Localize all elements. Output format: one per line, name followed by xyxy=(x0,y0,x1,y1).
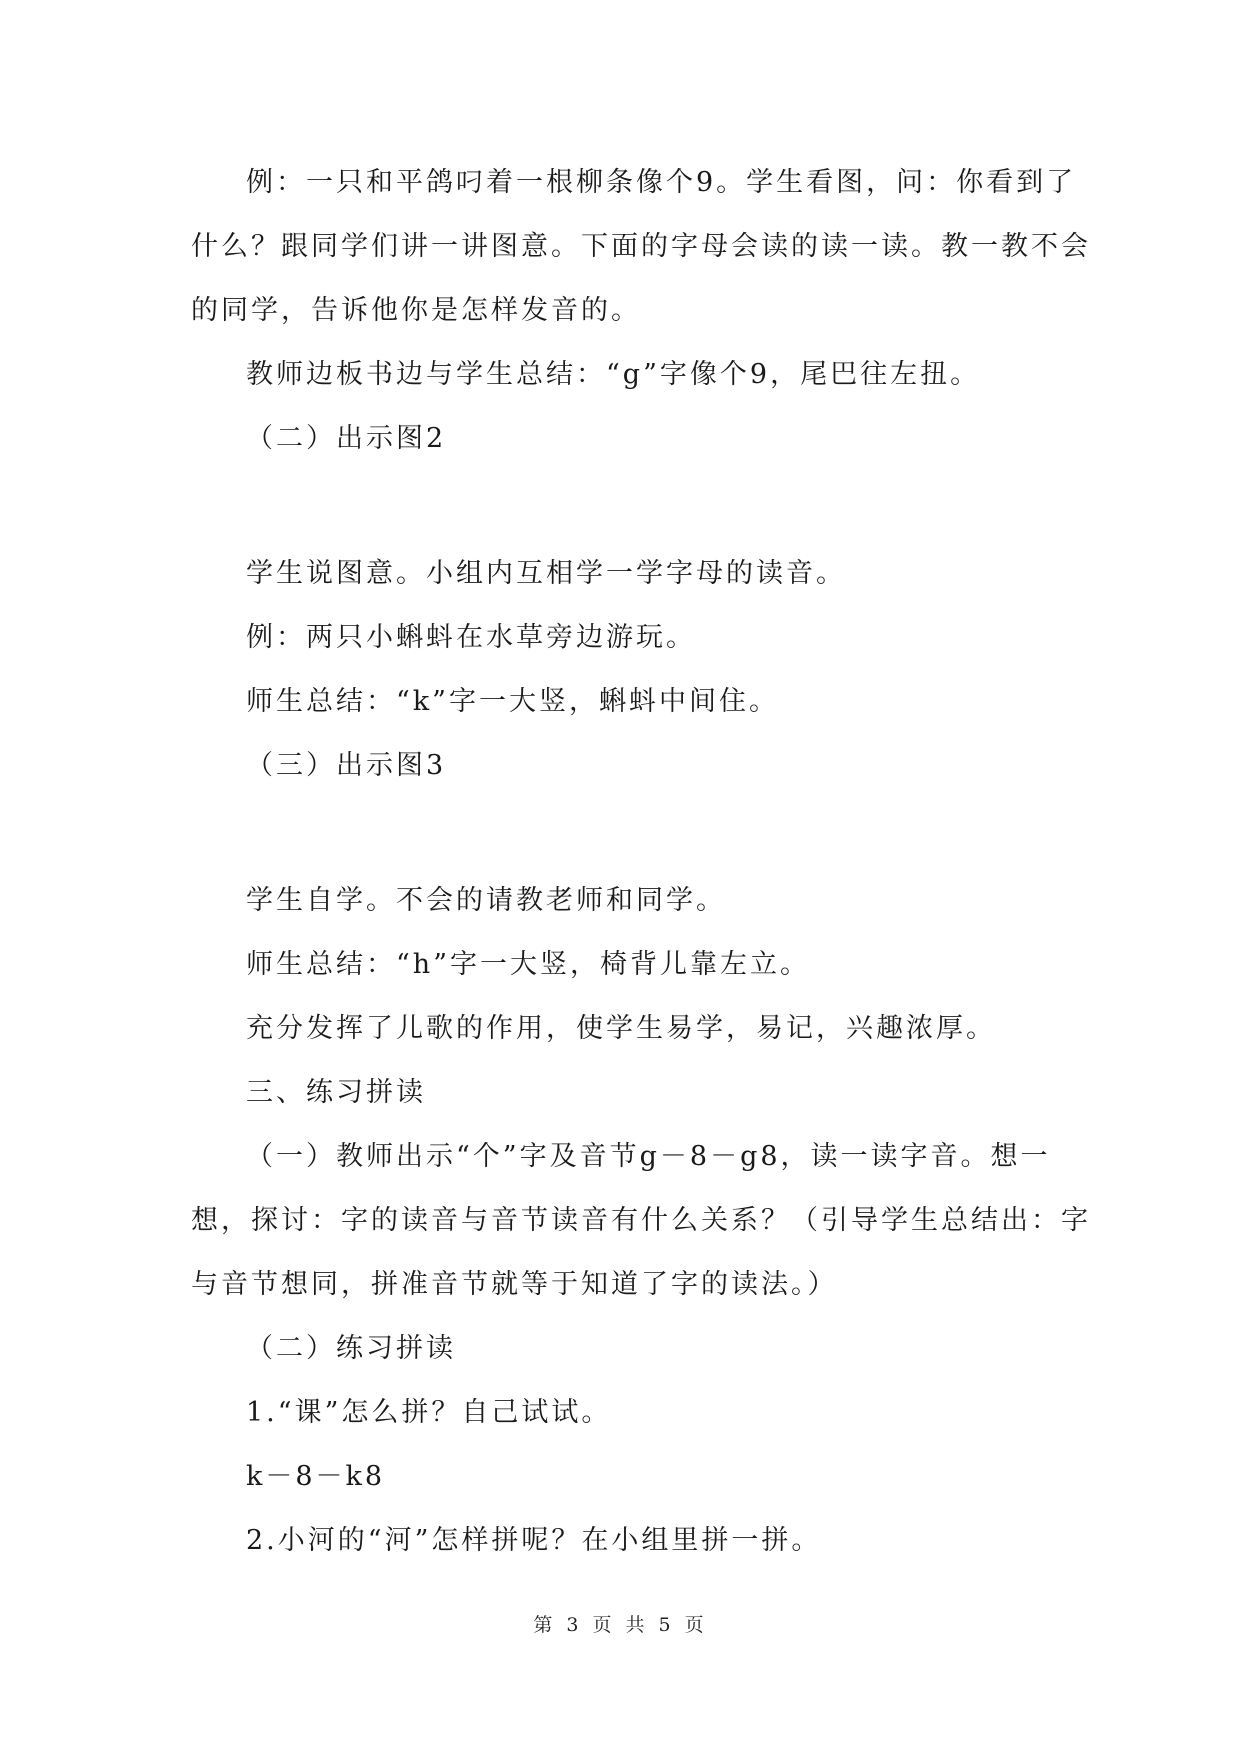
page-number-footer: 第 3 页 共 5 页 xyxy=(533,1614,708,1636)
paragraph-line: 例：两只小蝌蚪在水草旁边游玩。 xyxy=(246,622,696,653)
paragraph-line: 例：一只和平鸽叼着一根柳条像个9。学生看图，问：你看到了 xyxy=(246,167,1077,198)
section-heading: （三）出示图3 xyxy=(246,750,447,781)
paragraph-line: 想，探讨：字的读音与音节读音有什么关系？（引导学生总结出：字 xyxy=(191,1205,1091,1236)
section-heading: （二）练习拼读 xyxy=(246,1333,456,1364)
paragraph-line: 师生总结：“k”字一大竖，蝌蚪中间住。 xyxy=(246,686,779,717)
paragraph-line: 学生说图意。小组内互相学一学字母的读音。 xyxy=(246,558,846,589)
paragraph-line: k－8－k8 xyxy=(246,1461,386,1492)
section-heading: （二）出示图2 xyxy=(246,423,447,454)
paragraph-line: （一）教师出示“个”字及音节g－8－g8，读一读字音。想一 xyxy=(246,1141,1051,1172)
section-heading: 三、练习拼读 xyxy=(246,1077,426,1108)
paragraph-line: 师生总结：“h”字一大竖，椅背儿靠左立。 xyxy=(246,949,810,980)
paragraph-line: 什么？跟同学们讲一讲图意。下面的字母会读的读一读。教一教不会 xyxy=(191,231,1091,262)
paragraph-line: 与音节想同，拼准音节就等于知道了字的读法。） xyxy=(191,1269,838,1300)
paragraph-line: 2.小河的“河”怎样拼呢？在小组里拼一拼。 xyxy=(246,1525,822,1556)
paragraph-line: 教师边板书边与学生总结：“g”字像个9，尾巴往左扭。 xyxy=(246,359,981,390)
paragraph-line: 充分发挥了儿歌的作用，使学生易学，易记，兴趣浓厚。 xyxy=(246,1013,996,1044)
paragraph-line: 的同学，告诉他你是怎样发音的。 xyxy=(191,295,641,326)
paragraph-line: 学生自学。不会的请教老师和同学。 xyxy=(246,885,726,916)
paragraph-line: 1.“课”怎么拼？自己试试。 xyxy=(246,1397,612,1428)
